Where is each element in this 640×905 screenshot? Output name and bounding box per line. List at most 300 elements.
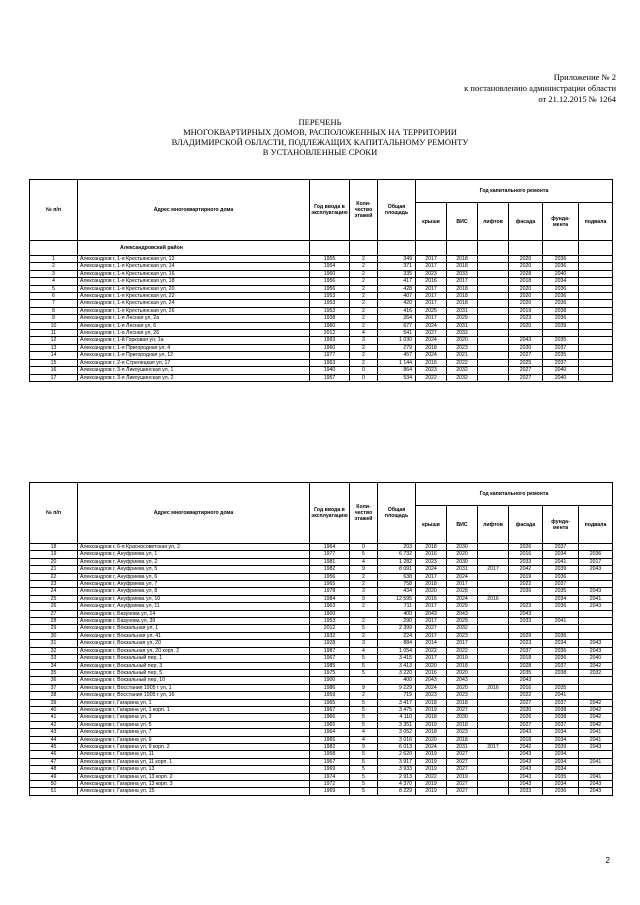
table-cell: 2019: [416, 751, 447, 758]
table-cell: [579, 270, 613, 277]
table-cell: [579, 766, 613, 773]
table-row: [30, 721, 613, 728]
table-cell: 2 913: [378, 773, 416, 780]
table-cell: Александров г, 1-я Крестьянская ул, 16: [78, 270, 310, 277]
table-cell: [509, 625, 543, 632]
table-cell: 1965: [310, 581, 350, 588]
table-row: [30, 618, 613, 625]
table-cell: 2036: [543, 293, 579, 300]
table-cell: 1977: [310, 551, 350, 558]
table-cell: 2017: [416, 293, 447, 300]
table-cell: [579, 684, 613, 691]
table-row: [30, 581, 613, 588]
table-cell: 2042: [579, 662, 613, 669]
table-cell: 9: [350, 566, 378, 573]
table-cell: 2043: [509, 337, 543, 344]
table-cell: 2018: [447, 256, 478, 263]
table-cell: 29: [30, 625, 78, 632]
table-cell: Александров г, 1-я Крестьянская ул, 12: [78, 256, 310, 263]
table-cell: 2028: [509, 662, 543, 669]
table-cell: 2035: [509, 669, 543, 676]
table-cell: 2026: [509, 544, 543, 551]
table-cell: 2029: [447, 315, 478, 322]
table-cell: 18: [30, 544, 78, 551]
table-cell: 2017: [416, 632, 447, 639]
table-cell: [478, 588, 509, 595]
table-cell: 400: [378, 610, 416, 617]
table-cell: 434: [378, 588, 416, 595]
table-cell: 2012: [310, 330, 350, 337]
table-cell: 2: [350, 352, 378, 359]
table-cell: 1960: [310, 322, 350, 329]
table-cell: 2040: [543, 367, 579, 374]
table-cell: [543, 677, 579, 684]
table-row: [30, 773, 613, 780]
table-cell: [478, 729, 509, 736]
table-cell: 2036: [509, 588, 543, 595]
table-cell: [478, 344, 509, 351]
table-cell: Александров г, 2-я Стрелецкая ул, 17: [78, 359, 310, 366]
table-cell: [478, 706, 509, 713]
table-cell: 5: [30, 285, 78, 292]
table-cell: Александров г, 1-я Пригородная ул, 4: [78, 344, 310, 351]
table-cell: 2039: [543, 743, 579, 750]
table-row: [30, 781, 613, 788]
table-cell: 417: [378, 278, 416, 285]
table-cell: 2017: [416, 603, 447, 610]
table-cell: 2035: [543, 684, 579, 691]
repair-year-group-header: Год капитального ремонта: [416, 483, 613, 506]
table-cell: 2023: [447, 632, 478, 639]
table-cell: Александров г, Вокзальная ул, 1: [78, 625, 310, 632]
table-cell: [478, 647, 509, 654]
table-cell: 11: [30, 330, 78, 337]
table-cell: 2022: [509, 581, 543, 588]
table-cell: 1967: [310, 706, 350, 713]
table-cell: 2043: [509, 773, 543, 780]
table-cell: 2042: [579, 721, 613, 728]
table-cell: 5: [350, 699, 378, 706]
table-cell: 0: [350, 374, 378, 381]
table-row: [30, 322, 613, 329]
table-cell: 1960: [310, 344, 350, 351]
table-cell: 2041: [543, 692, 579, 699]
table-cell: [509, 330, 543, 337]
table-cell: 2031: [447, 322, 478, 329]
table-cell: [579, 573, 613, 580]
table-cell: 12 595: [378, 595, 416, 602]
table-row: [30, 270, 613, 277]
table-row: [30, 714, 613, 721]
table-cell: 2034: [543, 781, 579, 788]
table-cell: Александров г, Гагарина ул, 9 корп. 2: [78, 743, 310, 750]
table-cell: 33: [30, 655, 78, 662]
table-cell: 2043: [579, 603, 613, 610]
table-row: [30, 544, 613, 551]
table-row: [30, 647, 613, 654]
table-cell: 2023: [416, 558, 447, 565]
table-cell: 1966: [310, 714, 350, 721]
appendix-line-2: к постановлению администрации области: [464, 83, 616, 93]
table-cell: 2012: [310, 625, 350, 632]
table-row: [30, 662, 613, 669]
table-cell: 2: [350, 603, 378, 610]
table-cell: 2023: [447, 729, 478, 736]
table-cell: 2018: [447, 721, 478, 728]
table-cell: 2032: [579, 669, 613, 676]
table-cell: 2019: [416, 706, 447, 713]
table-cell: Александров г, 1-я Крестьянская ул, 24: [78, 300, 310, 307]
table-cell: 2016: [509, 684, 543, 691]
table-cell: 1982: [310, 743, 350, 750]
table-cell: [478, 544, 509, 551]
table-cell: [478, 640, 509, 647]
table-cell: Александров г, Ануфриева ул, 10: [78, 595, 310, 602]
table-cell: Александров г, Восстания 1905 г ул, 16: [78, 692, 310, 699]
table-cell: 1974: [310, 773, 350, 780]
table-cell: 5: [350, 766, 378, 773]
table-cell: Александров г, 1-я Лесная ул, 26: [78, 330, 310, 337]
table-cell: 13: [30, 344, 78, 351]
table-cell: 2038: [543, 714, 579, 721]
table-cell: 3 917: [378, 758, 416, 765]
table-cell: 2029: [509, 632, 543, 639]
table-cell: 1956: [310, 573, 350, 580]
table-cell: 2030: [447, 714, 478, 721]
table-row: [30, 566, 613, 573]
table-cell: 2018: [509, 655, 543, 662]
table-cell: 12: [30, 337, 78, 344]
table-cell: 2017: [416, 573, 447, 580]
table-cell: [478, 662, 509, 669]
table-cell: 2027: [509, 367, 543, 374]
table-cell: 2017: [447, 640, 478, 647]
table-cell: Александров г, 3-я Ликоушинская ул, 2: [78, 374, 310, 381]
table-row: [30, 558, 613, 565]
table-cell: Александров г, Гагарина ул, 9: [78, 736, 310, 743]
table-cell: 35: [30, 669, 78, 676]
table-cell: 2027: [509, 699, 543, 706]
table-cell: 2018: [509, 278, 543, 285]
table-cell: 2032: [447, 625, 478, 632]
table-row: [30, 293, 613, 300]
table-cell: 2 399: [378, 625, 416, 632]
table-cell: 9: [30, 315, 78, 322]
table-cell: 2: [350, 285, 378, 292]
table-cell: 3: [350, 337, 378, 344]
table-row: [30, 669, 613, 676]
table-cell: 2: [350, 307, 378, 314]
table-cell: 1981: [310, 558, 350, 565]
table-row: [30, 359, 613, 366]
col-lift-header: лифтов: [478, 506, 509, 544]
table-cell: 2: [350, 300, 378, 307]
table-cell: 2020: [447, 551, 478, 558]
col-area-header: Общая площадь: [378, 483, 416, 544]
table-cell: Александров г, Базунова ул, 39: [78, 618, 310, 625]
table-cell: [478, 669, 509, 676]
table-cell: 2016: [416, 551, 447, 558]
table-cell: 2: [350, 293, 378, 300]
table-cell: 2018: [447, 699, 478, 706]
table-cell: 2016: [416, 278, 447, 285]
table-cell: Александров г, Гагарина ул, 13: [78, 766, 310, 773]
repair-year-group-header: Год капитального ремонта: [416, 180, 613, 203]
table-cell: 2042: [579, 714, 613, 721]
table-cell: 8: [30, 307, 78, 314]
table-cell: 5: [350, 721, 378, 728]
table-cell: 1993: [310, 337, 350, 344]
table-cell: 2018: [447, 263, 478, 270]
table-cell: [579, 692, 613, 699]
col-foundation-header: фунда-мента: [543, 203, 579, 241]
table-cell: 2027: [509, 352, 543, 359]
table-cell: 1963: [310, 359, 350, 366]
table-cell: 2041: [579, 729, 613, 736]
table-cell: Александров г, Ануфриева ул, 11: [78, 603, 310, 610]
table-cell: 2023: [447, 692, 478, 699]
col-basement-header: подвала: [579, 203, 613, 241]
table-cell: 2024: [416, 684, 447, 691]
table-cell: 2016: [478, 595, 509, 602]
table-cell: [478, 677, 509, 684]
col-num-header: № п/п: [30, 483, 78, 544]
table-cell: 4: [350, 647, 378, 654]
table-cell: [579, 278, 613, 285]
table-cell: Александров г, Гагарина ул, 15: [78, 788, 310, 795]
table-cell: Александров г, Вокзальный пер, 5: [78, 669, 310, 676]
table-cell: 1969: [310, 788, 350, 795]
table-cell: Александров г, Вокзальная ул, 20: [78, 640, 310, 647]
table-cell: 2025: [416, 307, 447, 314]
table-cell: 5: [350, 751, 378, 758]
table-cell: 2039: [543, 566, 579, 573]
table-row: [30, 640, 613, 647]
table-cell: 2: [350, 278, 378, 285]
table-cell: 14: [30, 352, 78, 359]
table-cell: 2017: [579, 558, 613, 565]
table-row: [30, 374, 613, 381]
table-cell: Александров г, Ануфриева ул, 2: [78, 558, 310, 565]
table-cell: 1957: [310, 374, 350, 381]
table-cell: 2028: [447, 588, 478, 595]
table-cell: 2018: [416, 714, 447, 721]
table-cell: 9: [350, 743, 378, 750]
table-cell: 32: [30, 647, 78, 654]
table-cell: 2020: [509, 256, 543, 263]
table-cell: 2018: [447, 285, 478, 292]
table-cell: 2031: [447, 566, 478, 573]
table-cell: 28: [30, 618, 78, 625]
table-cell: Александров г, Гагарина ул, 11: [78, 751, 310, 758]
col-lift-header: лифтов: [478, 203, 509, 241]
table-cell: 4: [350, 729, 378, 736]
table-cell: 2043: [579, 640, 613, 647]
table-cell: 1985: [310, 662, 350, 669]
table-cell: 1900: [310, 677, 350, 684]
table-row: [30, 751, 613, 758]
table-cell: [478, 558, 509, 565]
col-foundation-header: фунда-мента: [543, 506, 579, 544]
table-cell: [478, 781, 509, 788]
table-cell: 6: [30, 293, 78, 300]
table-cell: 2037: [543, 344, 579, 351]
table-cell: 711: [378, 603, 416, 610]
table-cell: 2: [350, 344, 378, 351]
table-cell: 416: [378, 307, 416, 314]
table-cell: 407: [378, 293, 416, 300]
table-cell: 2: [350, 359, 378, 366]
table-cell: 2021: [447, 352, 478, 359]
table-row: [30, 278, 613, 285]
table-cell: 2020: [509, 300, 543, 307]
table-cell: 2023: [416, 367, 447, 374]
table-cell: 1956: [310, 285, 350, 292]
table-cell: Александров г, Вокзальная ул, 41: [78, 632, 310, 639]
table-cell: [478, 714, 509, 721]
table-cell: 1900: [310, 610, 350, 617]
table-cell: [579, 315, 613, 322]
table-cell: 2019: [416, 766, 447, 773]
table-cell: [478, 352, 509, 359]
table-cell: 2017: [416, 315, 447, 322]
table-cell: [478, 551, 509, 558]
table-cell: 41: [30, 714, 78, 721]
table-cell: 2023: [447, 344, 478, 351]
table-cell: 4: [350, 330, 378, 337]
table-cell: 2031: [447, 307, 478, 314]
document-title: [0, 117, 640, 157]
table-cell: 5: [350, 625, 378, 632]
table-cell: Александров г, Вокзальный пер, 3: [78, 662, 310, 669]
table-cell: 2043: [447, 610, 478, 617]
table-cell: [478, 655, 509, 662]
table-cell: 2035: [543, 773, 579, 780]
table-cell: 9: [350, 595, 378, 602]
col-facade-header: фасада: [509, 203, 543, 241]
table-row: [30, 788, 613, 795]
table-cell: 3 413: [378, 662, 416, 669]
table-cell: 2016: [509, 551, 543, 558]
table-row: [30, 263, 613, 270]
table-cell: Александров г, 6-я Красносоветская ул, 2: [78, 544, 310, 551]
table-cell: 2017: [416, 300, 447, 307]
table-cell: 4 370: [378, 781, 416, 788]
table-row: [30, 256, 613, 263]
table-cell: 1972: [310, 781, 350, 788]
table-cell: 48: [30, 766, 78, 773]
table-cell: [579, 625, 613, 632]
table-cell: 1 030: [378, 337, 416, 344]
table-row: [30, 595, 613, 602]
table-cell: 39: [30, 699, 78, 706]
table-cell: 6 732: [378, 551, 416, 558]
table-row: [30, 315, 613, 322]
table-cell: [579, 610, 613, 617]
table-cell: 34: [30, 662, 78, 669]
table-cell: 5: [350, 551, 378, 558]
table-cell: 2032: [447, 330, 478, 337]
table-cell: [509, 595, 543, 602]
table-cell: 47: [30, 758, 78, 765]
table-cell: 1960: [310, 270, 350, 277]
table-row: [30, 692, 613, 699]
col-year-header: Год ввода в эксплуатацию: [310, 180, 350, 241]
table-cell: 2019: [416, 781, 447, 788]
table-cell: 46: [30, 751, 78, 758]
table-cell: 2036: [579, 551, 613, 558]
table-cell: 224: [378, 632, 416, 639]
table-cell: 4: [350, 558, 378, 565]
table-cell: Александров г, Гагарина ул, 1: [78, 699, 310, 706]
table-row: [30, 632, 613, 639]
table-cell: 2: [30, 263, 78, 270]
page-number: 2: [605, 856, 610, 865]
table-cell: 7: [30, 300, 78, 307]
table-cell: [350, 610, 378, 617]
table-cell: 2043: [579, 647, 613, 654]
table-cell: 2018: [447, 293, 478, 300]
table-cell: 2027: [509, 721, 543, 728]
table-cell: 2027: [447, 758, 478, 765]
table-cell: 2027: [447, 751, 478, 758]
table-cell: 2023: [416, 692, 447, 699]
col-roof-header: крыши: [416, 506, 447, 544]
table-cell: 2043: [509, 781, 543, 788]
table-row: [30, 655, 613, 662]
table-cell: 2022: [509, 692, 543, 699]
table-row: [30, 344, 613, 351]
table-cell: [478, 270, 509, 277]
table-cell: 2: [350, 632, 378, 639]
table-cell: 2024: [416, 352, 447, 359]
table-cell: 864: [378, 367, 416, 374]
table-cell: 2035: [543, 337, 579, 344]
table-cell: [478, 330, 509, 337]
table-cell: 2016: [416, 359, 447, 366]
table-cell: 2043: [416, 677, 447, 684]
table-row: [30, 736, 613, 743]
table-cell: 2025: [509, 359, 543, 366]
table-cell: 2034: [543, 758, 579, 765]
table-cell: [579, 322, 613, 329]
table-cell: 2041: [543, 618, 579, 625]
table-cell: 1967: [310, 655, 350, 662]
table-cell: 2: [350, 256, 378, 263]
table-cell: [478, 263, 509, 270]
table-cell: 534: [378, 374, 416, 381]
table-cell: 2027: [447, 788, 478, 795]
table-cell: [478, 285, 509, 292]
table-cell: 1984: [310, 595, 350, 602]
table-cell: 4 110: [378, 714, 416, 721]
table-cell: [579, 359, 613, 366]
table-cell: [579, 285, 613, 292]
table-cell: 2 620: [378, 751, 416, 758]
table-cell: [478, 721, 509, 728]
table-cell: 2033: [509, 618, 543, 625]
table-cell: 2041: [579, 736, 613, 743]
table-row: [30, 367, 613, 374]
table-cell: 2: [350, 315, 378, 322]
table-row: [30, 285, 613, 292]
table-cell: 2018: [509, 736, 543, 743]
table-cell: 2014: [416, 640, 447, 647]
table-cell: 371: [378, 263, 416, 270]
table-cell: Александров г, Восстания 1905 г ул, 1: [78, 684, 310, 691]
table-cell: 1953: [310, 618, 350, 625]
table-cell: 2037: [543, 581, 579, 588]
